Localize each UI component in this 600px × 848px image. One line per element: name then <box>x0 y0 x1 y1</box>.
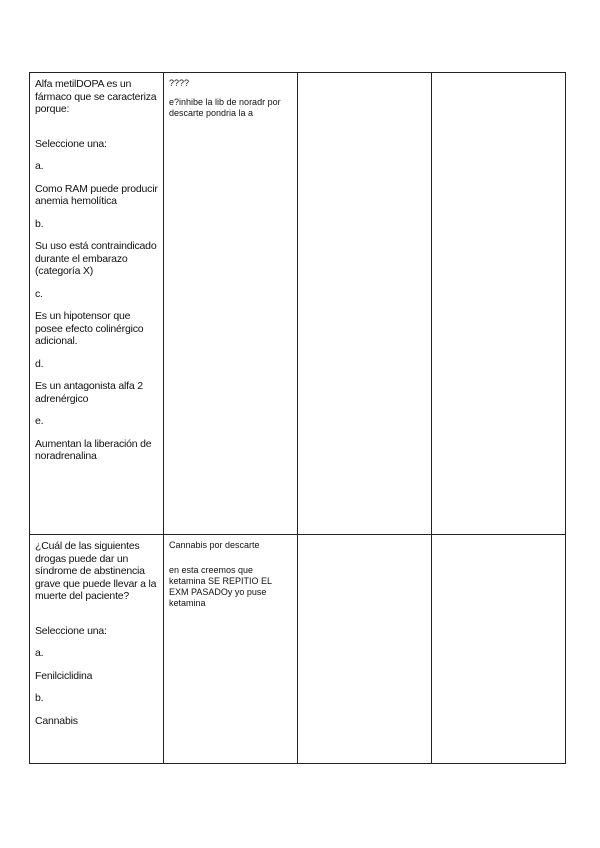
option-letter: a. <box>35 160 44 172</box>
option-letter: a. <box>35 647 44 659</box>
table-row <box>30 535 566 764</box>
question-text: ¿Cuál de las siguientes drogas puede dar un síndrome de abstinencia grave que puede llevar a la muerte del paciente? <box>35 540 157 602</box>
option-letter: b. <box>35 217 44 230</box>
note-text: en esta creemos que ketamina SE REPITIO EL EXM PASADOy yo puse ketamina <box>169 565 272 608</box>
option-text: Es un antagonista alfa 2 adrenérgico <box>35 380 143 405</box>
option-text: Su uso está contraindicado durante el embarazo (categoría X) <box>35 240 157 277</box>
empty-cell <box>432 73 566 535</box>
note-text: e?inhibe la lib de noradr por descarte pondria la a <box>169 97 281 118</box>
option-text: Como RAM puede producir anemia hemolítica <box>35 182 158 207</box>
option-letter: e. <box>35 415 44 427</box>
table-row <box>30 73 566 535</box>
option-letter: b. <box>35 692 44 704</box>
notes-cell <box>164 535 298 764</box>
option-text: Cannabis <box>35 714 78 727</box>
question-cell <box>30 73 164 535</box>
option-text: Es un hipotensor que posee efecto colinérgico adicional. <box>35 310 144 347</box>
empty-cell <box>432 535 566 764</box>
select-prompt: Seleccione una: <box>35 137 107 150</box>
select-prompt: Seleccione una: <box>35 624 107 637</box>
option-text: Fenilciclidina <box>35 669 93 682</box>
option-letter: d. <box>35 357 44 370</box>
option-text: Aumentan la liberación de noradrenalina <box>35 437 152 462</box>
notes-table <box>29 72 566 764</box>
empty-cell <box>298 73 432 535</box>
empty-cell <box>298 535 432 764</box>
question-text: Alfa metilDOPA es un fármaco que se caracteriza porque: <box>35 78 157 115</box>
question-cell <box>30 535 164 764</box>
note-text: ???? <box>169 78 190 88</box>
notes-cell <box>164 73 298 535</box>
option-letter: c. <box>35 287 43 300</box>
note-text: Cannabis por descarte <box>169 540 260 550</box>
